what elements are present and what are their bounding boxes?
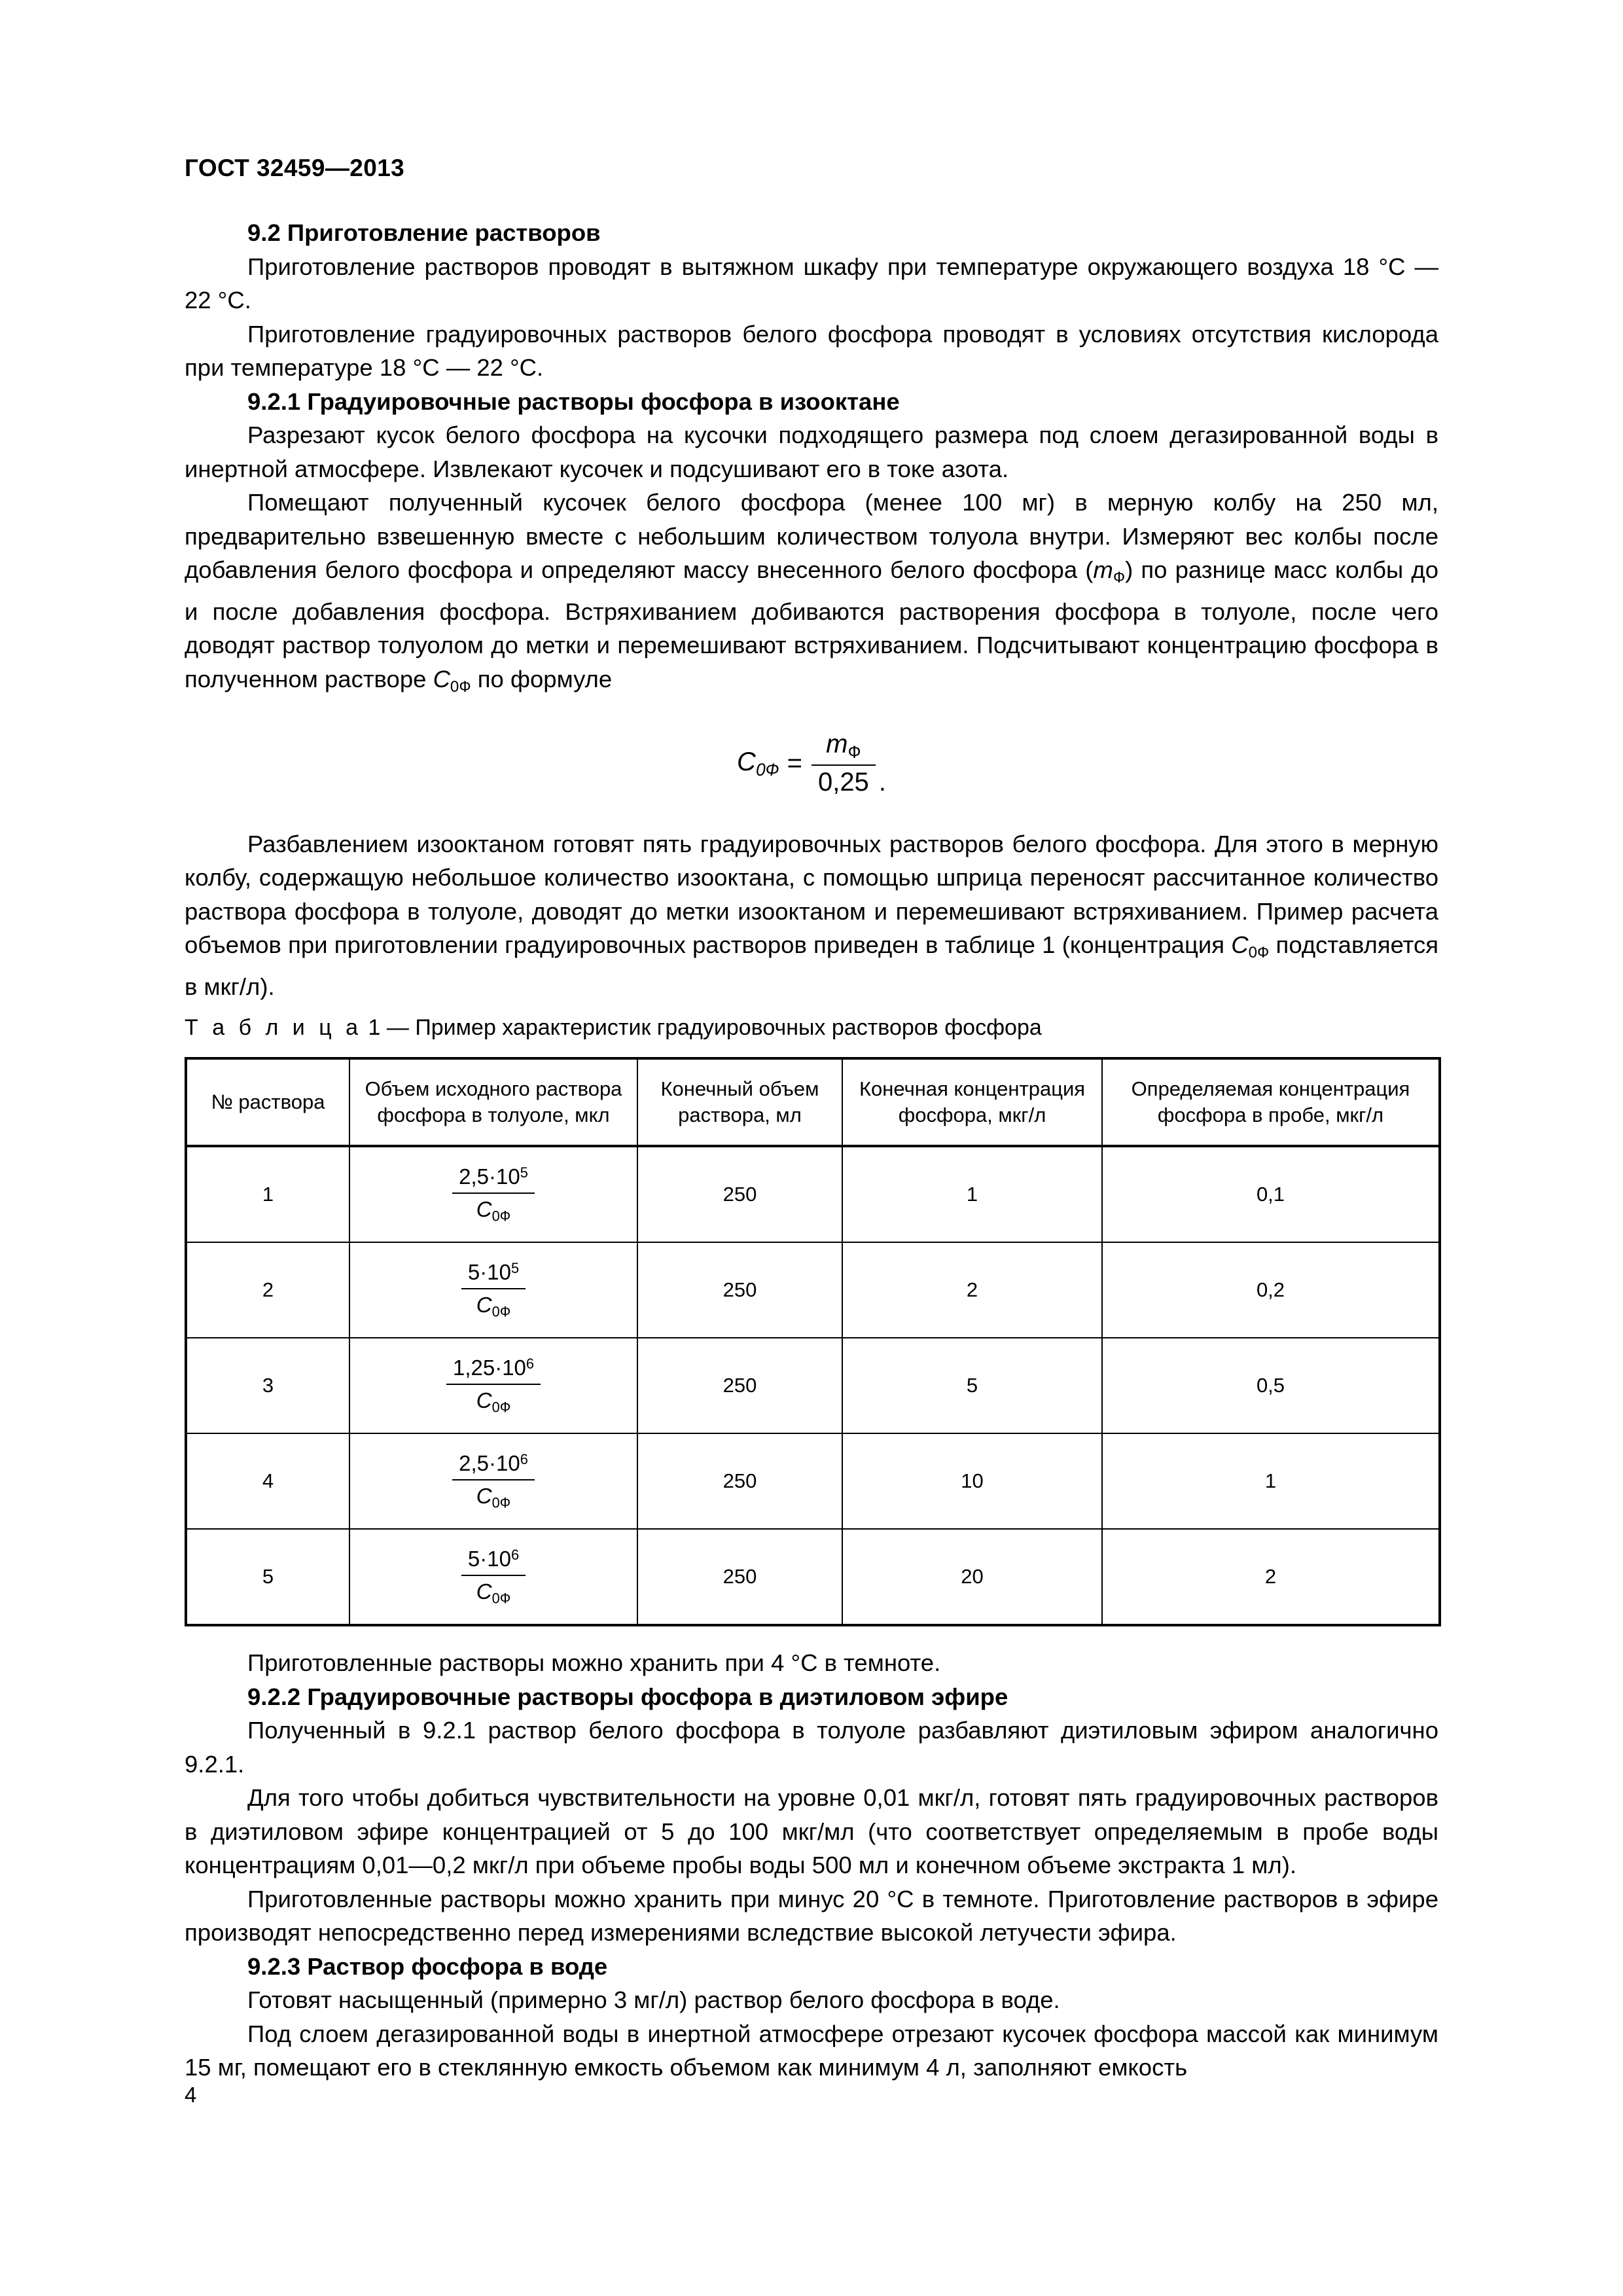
column-header-final-concentration: Конечная концентрация фосфора, мкг/л bbox=[842, 1058, 1102, 1146]
formula-lhs bbox=[737, 747, 779, 780]
denominator-symbol: C bbox=[476, 1293, 492, 1318]
paragraph-text-part-a: Помещают полученный кусочек белого фосфора (менее 100 мг) в мерную колбу на 250 мл, предварительно взвешенную вместе с небольшим количеством толуола внутри. Измеряют вес колбы после добавления белого фосфора и определяют массу внесенного белого фосфора ( bbox=[185, 489, 1438, 583]
table-row bbox=[186, 1433, 1440, 1529]
fraction-denominator bbox=[461, 1289, 526, 1320]
multiplication-dot: · bbox=[489, 1451, 497, 1476]
multiplication-dot: · bbox=[489, 1164, 497, 1189]
formula-numerator-subscript: Ф bbox=[847, 742, 861, 762]
paragraph-9-2-1-weighing bbox=[185, 486, 1438, 704]
cell-stock-volume bbox=[349, 1529, 637, 1625]
base: 10 bbox=[496, 1164, 520, 1189]
fraction-denominator bbox=[452, 1194, 535, 1225]
stock-volume-fraction bbox=[461, 1547, 526, 1607]
base: 10 bbox=[487, 1260, 511, 1285]
mass-symbol: m bbox=[1093, 556, 1113, 583]
denominator-symbol: C bbox=[476, 1197, 492, 1222]
cell-final-concentration: 10 bbox=[842, 1433, 1102, 1529]
exponent: 5 bbox=[510, 1260, 520, 1277]
formula-lhs-subscript: 0Ф bbox=[755, 759, 779, 780]
cell-final-volume: 250 bbox=[637, 1338, 842, 1433]
denominator-subscript: 0Ф bbox=[491, 1494, 511, 1511]
paragraph-9-2-2-sensitivity: Для того чтобы добиться чувствительности на уровне 0,01 мкг/л, готовят пять градуировочных растворов в диэтиловом эфире концентрацией от 5 до 100 мкг/мл (что соответствует определяемым в пробе воды концентрациям 0,01—0,2 мкг/л при объеме пробы воды 500 мл и конечном объеме экстракта 1 мл). bbox=[185, 1784, 1438, 1879]
concentration-symbol: C bbox=[433, 665, 450, 692]
base: 10 bbox=[496, 1451, 520, 1476]
formula-fraction bbox=[812, 730, 876, 797]
cell-stock-volume bbox=[349, 1146, 637, 1242]
cell-final-concentration: 1 bbox=[842, 1146, 1102, 1242]
cell-final-volume: 250 bbox=[637, 1146, 842, 1242]
table-row bbox=[186, 1242, 1440, 1338]
heading-9-2-2: 9.2.2 Градуировочные растворы фосфора в диэтиловом эфире bbox=[247, 1683, 1008, 1710]
fraction-denominator bbox=[461, 1576, 526, 1607]
paragraph-9-2-1-dilution bbox=[185, 827, 1438, 1004]
paragraph-9-2-2nd: Приготовление градуировочных растворов белого фосфора проводят в условиях отсутствия кислорода при температуре 18 °C — 22 °C. bbox=[185, 320, 1438, 381]
formula-numerator-symbol: m bbox=[826, 730, 848, 759]
heading-9-2-1: 9.2.1 Градуировочные растворы фосфора в изооктане bbox=[247, 387, 900, 415]
formula-numerator bbox=[812, 730, 876, 765]
cell-final-concentration: 20 bbox=[842, 1529, 1102, 1625]
cell-solution-no: 3 bbox=[186, 1338, 349, 1433]
table-caption-dash: — bbox=[386, 1015, 409, 1041]
heading-9-2-3: 9.2.3 Раствор фосфора в воде bbox=[247, 1952, 608, 1980]
denominator-subscript: 0Ф bbox=[491, 1303, 511, 1320]
multiplication-dot: · bbox=[480, 1547, 488, 1571]
cell-solution-no: 1 bbox=[186, 1146, 349, 1242]
denominator-subscript: 0Ф bbox=[491, 1590, 511, 1607]
column-header-stock-volume: Объем исходного раствора фосфора в толуоле, мкл bbox=[349, 1058, 637, 1146]
concentration-symbol-subscript: 0Ф bbox=[450, 677, 471, 696]
paragraph-storage-4c: Приготовленные растворы можно хранить при 4 °C в темноте. bbox=[247, 1649, 941, 1677]
concentration-symbol: C bbox=[1231, 931, 1249, 959]
paragraph-9-2-1-cutting: Разрезают кусок белого фосфора на кусочки подходящего размера под слоем дегазированной воды в инертной атмосфере. Извлекают кусочек и подсушивают его в токе азота. bbox=[185, 422, 1438, 482]
denominator-subscript: 0Ф bbox=[491, 1399, 511, 1416]
column-header-sample-concentration: Определяемая концентрация фосфора в пробе, мкг/л bbox=[1102, 1058, 1440, 1146]
paragraph-9-2-3-procedure: Под слоем дегазированной воды в инертной атмосфере отрезают кусочек фосфора массой как минимум 15 мг, помещают его в стеклянную емкость объемом как минимум 4 л, заполняют емкость bbox=[185, 2020, 1438, 2081]
fraction-numerator bbox=[461, 1547, 526, 1576]
table-caption-label: Т а б л и ц а bbox=[185, 1015, 363, 1041]
cell-stock-volume bbox=[349, 1433, 637, 1529]
table-row bbox=[186, 1529, 1440, 1625]
cell-solution-no: 5 bbox=[186, 1529, 349, 1625]
formula-lhs-symbol: C bbox=[737, 747, 756, 776]
fraction-denominator bbox=[452, 1480, 535, 1511]
exponent: 5 bbox=[520, 1164, 528, 1181]
running-header-standard-number: ГОСТ 32459—2013 bbox=[185, 154, 405, 181]
heading-9-2: 9.2 Приготовление растворов bbox=[247, 219, 601, 246]
cell-final-volume: 250 bbox=[637, 1529, 842, 1625]
fraction-denominator bbox=[446, 1385, 541, 1416]
stock-volume-fraction bbox=[452, 1451, 535, 1511]
column-header-solution-no: № раствора bbox=[186, 1058, 349, 1146]
cell-solution-no: 4 bbox=[186, 1433, 349, 1529]
cell-final-concentration: 5 bbox=[842, 1338, 1102, 1433]
exponent: 6 bbox=[526, 1355, 535, 1372]
stock-volume-fraction bbox=[461, 1260, 526, 1320]
base: 10 bbox=[502, 1355, 526, 1380]
exponent: 6 bbox=[510, 1547, 520, 1564]
cell-sample-concentration: 1 bbox=[1102, 1433, 1440, 1529]
cell-final-concentration: 2 bbox=[842, 1242, 1102, 1338]
table-caption-number: 1 bbox=[368, 1015, 381, 1041]
table-1-caption bbox=[185, 1003, 1438, 1057]
paragraph-text-part-b: ) по разнице масс колбы до и после добавления фосфора. Встряхиванием добиваются растворения фосфора в толуоле, после чего доводят раствор толуолом до метки и перемешивают встряхиванием. Подсчитывают концентрацию фосфора в полученном растворе bbox=[185, 556, 1438, 692]
column-header-final-volume: Конечный объем раствора, мл bbox=[637, 1058, 842, 1146]
cell-sample-concentration: 0,5 bbox=[1102, 1338, 1440, 1433]
formula-denominator: 0,25 bbox=[817, 767, 869, 797]
multiplication-dot: · bbox=[495, 1355, 503, 1380]
cell-stock-volume bbox=[349, 1242, 637, 1338]
cell-sample-concentration: 0,2 bbox=[1102, 1242, 1440, 1338]
paragraph-text-part-c: по формуле bbox=[471, 665, 613, 692]
table-row bbox=[186, 1146, 1440, 1242]
table-header-row bbox=[186, 1058, 1440, 1146]
fraction-numerator bbox=[452, 1164, 535, 1194]
paragraph-9-2-3-saturated: Готовят насыщенный (примерно 3 мг/л) раствор белого фосфора в воде. bbox=[247, 1986, 1060, 2014]
mantissa: 1,25 bbox=[452, 1355, 495, 1380]
denominator-symbol: C bbox=[476, 1579, 492, 1604]
table-row bbox=[186, 1338, 1440, 1433]
cell-final-volume: 250 bbox=[637, 1242, 842, 1338]
denominator-symbol: C bbox=[476, 1484, 492, 1509]
cell-sample-concentration: 0,1 bbox=[1102, 1146, 1440, 1242]
cell-final-volume: 250 bbox=[637, 1433, 842, 1529]
multiplication-dot: · bbox=[480, 1260, 488, 1285]
denominator-subscript: 0Ф bbox=[491, 1208, 511, 1225]
formula-c0f bbox=[185, 704, 1438, 827]
table-body bbox=[186, 1146, 1440, 1625]
stock-volume-fraction bbox=[452, 1164, 535, 1225]
fraction-numerator bbox=[461, 1260, 526, 1289]
denominator-symbol: C bbox=[476, 1388, 492, 1413]
exponent: 6 bbox=[520, 1451, 528, 1468]
mantissa: 2,5 bbox=[459, 1451, 490, 1476]
paragraph-text-part-a: Разбавлением изооктаном готовят пять градуировочных растворов белого фосфора. Для этого в мерную колбу, содержащую небольшое количество изооктана, с помощью шприца переносят рассчитанное количество раствора фосфора в толуоле, доводят до метки изооктаном и перемешивают встряхиванием. Пример расчета объемов при приготовлении градуировочных растворов приведен в таблице 1 (концентрация bbox=[185, 830, 1438, 959]
formula-equals-sign: = bbox=[787, 749, 802, 778]
concentration-symbol-subscript: 0Ф bbox=[1248, 944, 1270, 962]
mantissa: 2,5 bbox=[459, 1164, 490, 1189]
page-number-folio: 4 bbox=[185, 2083, 197, 2107]
page-content bbox=[185, 216, 1438, 2085]
paragraph-text-part-b: подставляется в мкг/л). bbox=[185, 931, 1438, 1000]
table-calibration-solutions bbox=[185, 1057, 1441, 1626]
paragraph-9-2-1st: Приготовление растворов проводят в вытяжном шкафу при температуре окружающего воздуха 18 °C — 22 °C. bbox=[185, 253, 1438, 314]
fraction-numerator bbox=[452, 1451, 535, 1480]
cell-stock-volume bbox=[349, 1338, 637, 1433]
mantissa: 5 bbox=[467, 1260, 480, 1285]
table-caption-title: Пример характеристик градуировочных растворов фосфора bbox=[415, 1015, 1042, 1041]
formula-trailing-period: . bbox=[878, 767, 886, 797]
stock-volume-fraction bbox=[446, 1355, 541, 1416]
fraction-numerator bbox=[446, 1355, 541, 1385]
cell-solution-no: 2 bbox=[186, 1242, 349, 1338]
mass-symbol-subscript: Ф bbox=[1113, 569, 1126, 587]
paragraph-9-2-2-dilution: Полученный в 9.2.1 раствор белого фосфора в толуоле разбавляют диэтиловым эфиром аналогично 9.2.1. bbox=[185, 1717, 1438, 1778]
mantissa: 5 bbox=[467, 1547, 480, 1571]
base: 10 bbox=[487, 1547, 511, 1571]
cell-sample-concentration: 2 bbox=[1102, 1529, 1440, 1625]
paragraph-9-2-2-storage: Приготовленные растворы можно хранить при минус 20 °C в темноте. Приготовление растворов в эфире производят непосредственно перед измерениями вследствие высокой летучести эфира. bbox=[185, 1885, 1438, 1946]
